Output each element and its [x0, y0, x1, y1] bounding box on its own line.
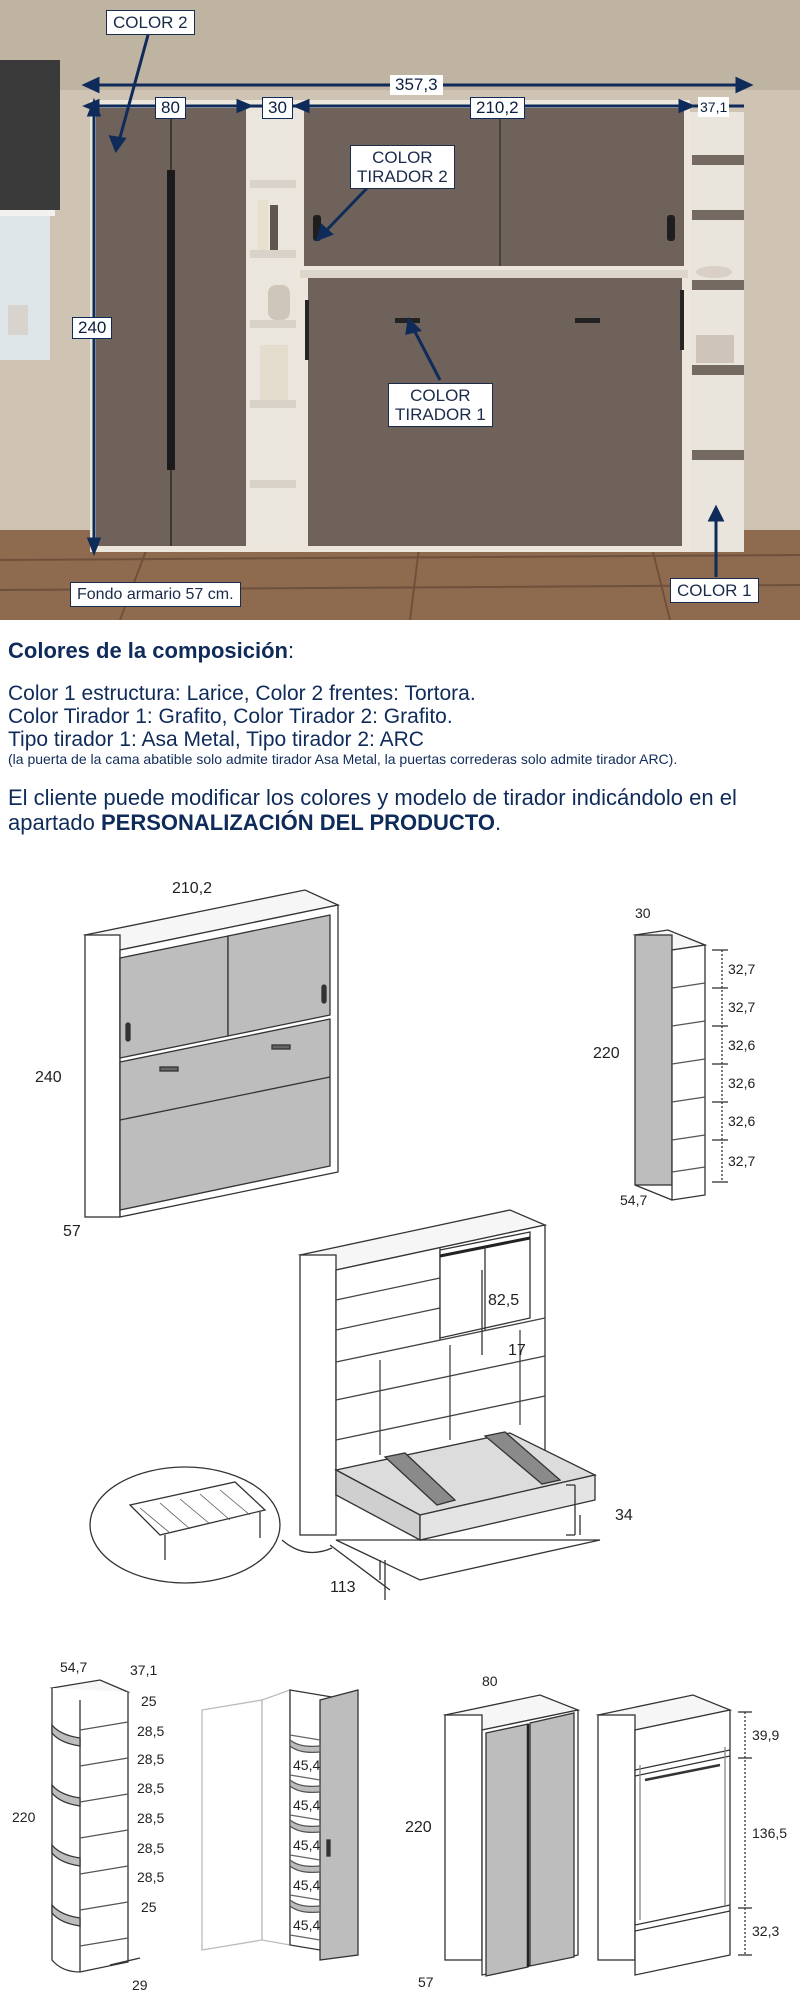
callout-color-2: COLOR 2 — [106, 10, 195, 35]
composition-colors — [8, 638, 792, 835]
callout-color-1: COLOR 1 — [670, 578, 759, 603]
callout-color-tirador-2: COLOR TIRADOR 2 — [350, 145, 455, 189]
inner-shelf-4: 45,4 — [293, 1877, 321, 1893]
open-gap-label: 17 — [508, 1342, 526, 1359]
inner-shelf-5: 45,4 — [293, 1917, 321, 1933]
inner-shelf-3: 45,4 — [293, 1837, 321, 1853]
corner-depth-label: 54,7 — [60, 1659, 88, 1675]
handle-note: (la puerta de la cama abatible solo admite tirador Asa Metal, la puertas correderas solo admite tirador ARC). — [8, 751, 678, 767]
corner-shelf-labels — [137, 1693, 164, 1915]
wardrobe-top-label: 39,9 — [752, 1727, 780, 1743]
column-height-label: 220 — [593, 1045, 620, 1062]
product-photo — [0, 0, 800, 620]
callout-color-tirador-1: COLOR TIRADOR 1 — [388, 383, 493, 427]
dim-column-width: 30 — [262, 97, 293, 119]
dim-wardrobe-width: 80 — [155, 97, 186, 119]
para-text: El cliente puede modificar los colores y modelo de tirador indicándolo en el apartado — [8, 785, 737, 835]
corner-shelf-8: 25 — [141, 1899, 157, 1915]
dim-bed-width: 210,2 — [470, 97, 525, 119]
column-shelf-3: 32,6 — [728, 1037, 756, 1053]
customize-paragraph — [8, 785, 792, 835]
wardrobe-width-label: 80 — [482, 1673, 498, 1689]
column-shelf-2: 32,7 — [728, 999, 756, 1015]
bed-width-label: 210,2 — [172, 880, 213, 897]
open-leg-label: 34 — [615, 1507, 633, 1524]
bed-height-label: 240 — [35, 1069, 62, 1086]
dim-corner-width: 37,1 — [700, 99, 728, 115]
column-width-label: 30 — [635, 905, 651, 921]
color-line-3: Tipo tirador 1: Asa Metal, Tipo tirador 2: ARC — [8, 728, 424, 751]
corner-bottom-label: 29 — [132, 1977, 148, 1993]
corner-shelf-1: 25 — [141, 1693, 157, 1709]
corner-shelf-5: 28,5 — [137, 1810, 165, 1826]
corner-shelf-2: 28,5 — [137, 1723, 165, 1739]
corner-shelf-3: 28,5 — [137, 1751, 165, 1767]
column-depth-label: 54,7 — [620, 1192, 648, 1208]
inner-shelf-1: 45,4 — [293, 1757, 321, 1773]
wardrobe-bottom-label: 32,3 — [752, 1923, 780, 1939]
color-line-1: Color 1 estructura: Larice, Color 2 frentes: Tortora. — [8, 682, 476, 705]
corner-height-label: 220 — [12, 1809, 36, 1825]
corner-shelf-4: 28,5 — [137, 1780, 165, 1796]
wardrobe-mid-label: 136,5 — [752, 1825, 788, 1841]
corner-width-label: 37,1 — [130, 1662, 158, 1678]
bed-depth-label: 57 — [63, 1223, 81, 1240]
composition-heading — [8, 638, 792, 664]
para-end: . — [494, 810, 502, 835]
column-shelf-6: 32,7 — [728, 1153, 756, 1169]
dim-height: 240 — [72, 317, 112, 339]
drawings-svg — [0, 870, 800, 2000]
heading-colon: : — [287, 638, 295, 663]
personalization-link: PERSONALIZACIÓN DEL PRODUCTO — [100, 810, 495, 835]
open-height-label: 82,5 — [488, 1292, 520, 1309]
column-shelf-5: 32,6 — [728, 1113, 756, 1129]
wardrobe-depth-label: 57 — [418, 1974, 434, 1990]
wardrobe-height-label: 220 — [405, 1819, 432, 1836]
corner-shelf-6: 28,5 — [137, 1840, 165, 1856]
column-shelf-4: 32,6 — [728, 1075, 756, 1091]
dim-total-width: 357,3 — [390, 75, 443, 95]
column-shelf-1: 32,7 — [728, 961, 756, 977]
corner-shelf-7: 28,5 — [137, 1869, 165, 1885]
open-depth-label: 113 — [330, 1579, 356, 1596]
inner-shelf-2: 45,4 — [293, 1797, 321, 1813]
callout-fondo: Fondo armario 57 cm. — [70, 582, 241, 607]
heading-text: Colores de la composición — [8, 638, 288, 663]
technical-drawings — [0, 870, 800, 2000]
color-line-2: Color Tirador 1: Grafito, Color Tirador 2: Grafito. — [8, 705, 453, 728]
column-shelf-labels — [728, 961, 755, 1169]
